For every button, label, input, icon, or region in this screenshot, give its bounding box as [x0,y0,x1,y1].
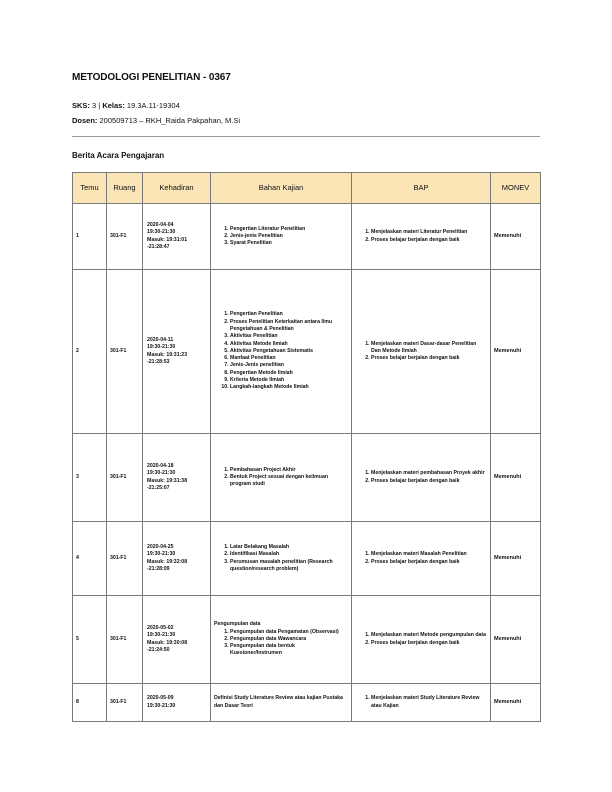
temu-cell [73,204,107,270]
kehadiran-line: 19:30-21:30 [147,551,176,558]
kehadiran-line: -21:28:47 [147,243,170,250]
kehadiran-line: Masuk: 19:31:38 [147,477,188,484]
temu-value: 4 [76,554,79,561]
kehadiran-line: 19:30-21:30 [147,470,176,477]
temu-value: 5 [76,635,79,642]
bahan-kajian-item: 7. Jenis-Jenis penelitian [230,362,348,369]
bahan-kajian-intro: Definisi Study Literature Review atau kajian Pustaka dan Dasar Teori [214,695,343,709]
table-row [73,596,541,684]
col-header-ruang: Ruang [107,173,143,204]
monev-status: Memenuhi [494,347,522,354]
bap-cell [352,684,491,722]
kehadiran-line: 2020-04-25 [147,543,174,550]
bap-cell [352,596,491,684]
ruang-value: 301-F1 [110,635,127,642]
ruang-cell [107,522,143,596]
monev-status: Memenuhi [494,232,522,239]
lecturer-line [72,116,240,125]
kehadiran-line: 2020-05-09 [147,695,174,702]
bap-list [355,470,487,485]
bap-list [355,341,487,363]
temu-value: 1 [76,232,79,239]
bap-cell [352,204,491,270]
monev-status: Memenuhi [494,554,522,561]
bahan-kajian-cell [211,522,352,596]
kehadiran-line: 19:30-21:30 [147,229,176,236]
kehadiran-line: 19:30-21:30 [147,344,176,351]
bahan-kajian-intro: Pengumpulan data [214,621,261,628]
kelas-value: 19.3A.11-19304 [126,101,180,110]
bahan-kajian-item: 9. Kriteria Metode Ilmiah [230,377,348,384]
section-title: Berita Acara Pengajaran [72,151,165,160]
dosen-value: 200509713 – RKH_Raida Pakpahan, M.Si [99,116,241,125]
bap-item: 2. Proses belajar berjalan dengan baik [371,478,487,485]
bap-item: 1. Menjelaskan materi Masalah Penelitian [371,551,487,558]
table-row [73,522,541,596]
bap-list [355,632,487,647]
monev-status: Memenuhi [494,698,522,705]
bap-item: 2. Proses belajar berjalan dengan baik [371,559,487,566]
bap-list [355,229,487,244]
temu-cell [73,684,107,722]
bahan-kajian-item: 1. Pengertian Penelitian [230,311,348,318]
ruang-value: 301-F1 [110,347,127,354]
bap-cell [352,434,491,522]
kehadiran-cell [143,684,211,722]
kehadiran-line: 2020-04-04 [147,221,174,228]
kehadiran-line: -21:24:50 [147,646,170,653]
bahan-kajian-list [214,311,348,391]
bahan-kajian-item: 4. Aktivitas Metode Ilmiah [230,341,348,348]
bap-cell [352,270,491,434]
kehadiran-cell [143,434,211,522]
temu-cell [73,522,107,596]
kehadiran-line: -21:28:53 [147,358,170,365]
bap-list [355,695,487,710]
temu-value: 2 [76,347,79,354]
bahan-kajian-item: 6. Manfaat Penelitian [230,355,348,362]
monev-status: Memenuhi [494,473,522,480]
bahan-kajian-item: 2. Bentuk Project sesuai dengan keilmuan program studi [230,474,348,489]
bahan-kajian-list [214,629,348,658]
ruang-cell [107,684,143,722]
bap-item: 2. Proses belajar berjalan dengan baik [371,237,487,244]
sks-label: SKS: [72,101,90,110]
bap-item: 2. Proses belajar berjalan dengan baik [371,355,487,362]
bahan-kajian-item: 2. Pengumpulan data Wawancara [230,636,348,643]
kehadiran-line: 2020-04-11 [147,336,174,343]
teaching-report-table [72,172,541,722]
monev-status: Memenuhi [494,635,522,642]
bahan-kajian-item: 5. Aktivitas Pengetahuan Sistematis [230,348,348,355]
table-row [73,204,541,270]
bap-cell [352,522,491,596]
table-row [73,270,541,434]
monev-cell [491,434,541,522]
temu-value: 3 [76,473,79,480]
col-header-temu: Temu [73,173,107,204]
ruang-value: 301-F1 [110,232,127,239]
ruang-cell [107,270,143,434]
kehadiran-line: 2020-05-02 [147,624,174,631]
bahan-kajian-item: 10. Langkah-langkah Metode Ilmiah [230,384,348,391]
kehadiran-line: Masuk: 19:30:08 [147,639,188,646]
dosen-label: Dosen: [72,116,98,125]
kehadiran-cell [143,522,211,596]
bahan-kajian-item: 1. Latar Belakang Masalah [230,544,348,551]
bahan-kajian-list [214,467,348,489]
bahan-kajian-item: 3. Perumusan masalah penelitian (Research question/research problem) [230,559,348,574]
bahan-kajian-item: 3. Aktivitas Penelitian [230,333,348,340]
kehadiran-cell [143,596,211,684]
table-header-row [73,173,541,204]
kehadiran-line: Masuk: 19:31:01 [147,236,188,243]
bahan-kajian-cell [211,434,352,522]
temu-cell [73,596,107,684]
temu-cell [73,434,107,522]
bahan-kajian-cell [211,204,352,270]
course-title: METODOLOGI PENELITIAN - 0367 [72,72,231,83]
bahan-kajian-item: 3. Pengumpulan data bentuk Kuesioner/Instrumen [230,643,348,658]
bahan-kajian-item: 2. Identifikasi Masalah [230,551,348,558]
col-header-bap: BAP [352,173,491,204]
kehadiran-line: Masuk: 19:31:23 [147,351,188,358]
ruang-value: 301-F1 [110,473,127,480]
course-meta-line [72,101,180,110]
kehadiran-line: 2020-04-18 [147,462,174,469]
monev-cell [491,270,541,434]
monev-cell [491,204,541,270]
header-divider [72,136,540,137]
col-header-kehadiran: Kehadiran [143,173,211,204]
kehadiran-line: 19:30-21:30 [147,702,176,709]
kehadiran-line: Masuk: 19:32:08 [147,558,188,565]
bahan-kajian-cell [211,596,352,684]
kehadiran-line: -21:28:09 [147,565,170,572]
bap-item: 1. Menjelaskan materi pembahasan Proyek akhir [371,470,487,477]
ruang-cell [107,204,143,270]
sks-value: 3 | [92,101,103,110]
monev-cell [491,684,541,722]
bahan-kajian-item: 2. Jenis-jenis Penelitian [230,233,348,240]
bap-item: 1. Menjelaskan materi Dasar-dasar Penelitian Dan Metode Ilmiah [371,341,487,356]
ruang-cell [107,434,143,522]
table-body [73,204,541,722]
kehadiran-line: -21:25:07 [147,484,170,491]
kehadiran-cell [143,204,211,270]
bap-list [355,551,487,566]
monev-cell [491,596,541,684]
bahan-kajian-item: 1. Pengertian Literatur Penelitian [230,226,348,233]
col-header-monev: MONEV [491,173,541,204]
bap-item: 2. Proses belajar berjalan dengan baik [371,640,487,647]
bahan-kajian-item: 8. Pengertian Metode Ilmiah [230,370,348,377]
bap-item: 1. Menjelaskan materi Metode pengumpulan data [371,632,487,639]
bahan-kajian-cell [211,684,352,722]
bahan-kajian-cell [211,270,352,434]
table-row [73,684,541,722]
bahan-kajian-list [214,226,348,248]
kelas-label: Kelas: [102,101,125,110]
bahan-kajian-item: 1. Pembahasan Project Akhir [230,467,348,474]
table-row [73,434,541,522]
bahan-kajian-item: 1. Pengumpulan data Pengamatan (Observasi) [230,629,348,636]
temu-value: 8 [76,698,79,705]
kehadiran-line: 19:30-21:30 [147,632,176,639]
monev-cell [491,522,541,596]
bahan-kajian-item: 3. Syarat Penelitian [230,240,348,247]
col-header-bahan-kajian: Bahan Kajian [211,173,352,204]
bap-item: 1. Menjelaskan materi Study Literature Review atau Kajian [371,695,487,710]
bahan-kajian-list [214,544,348,573]
ruang-value: 301-F1 [110,698,127,705]
kehadiran-cell [143,270,211,434]
temu-cell [73,270,107,434]
ruang-cell [107,596,143,684]
bap-item: 1. Menjelaskan materi Literatur Penelitian [371,229,487,236]
bahan-kajian-item: 2. Proses Penelitian Keterkaitan antara Ilmu Pengetahuan & Penelitian [230,319,348,334]
ruang-value: 301-F1 [110,554,127,561]
